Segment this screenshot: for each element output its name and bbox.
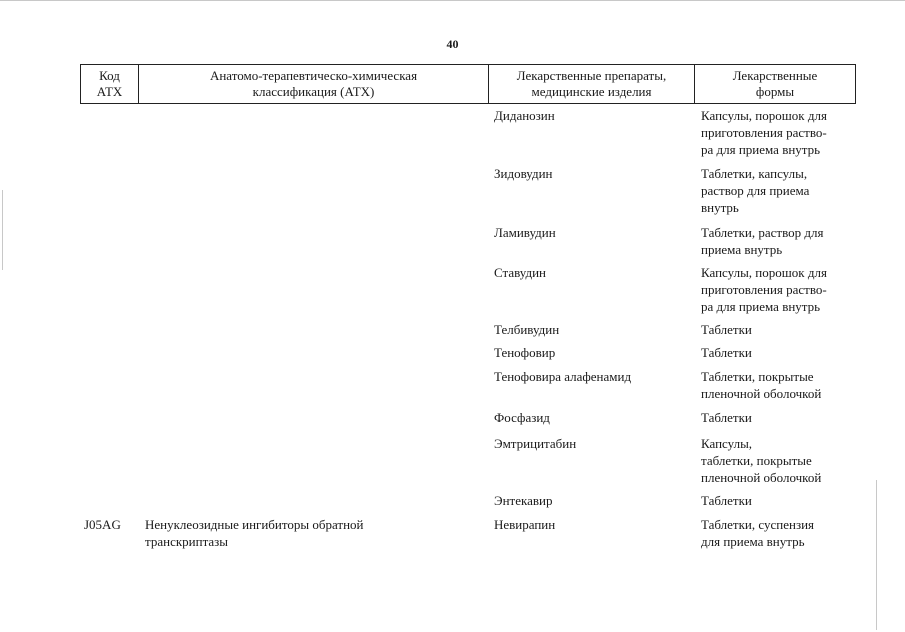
row-dosage-form: Таблетки, раствор для приема внутрь [701,225,824,257]
row-dosage-form: Капсулы, порошок для приготовления раство- ра для приема внутрь [701,108,827,157]
scan-edge-right [876,480,877,630]
row-drug-name: Тенофовира алафенамид [494,369,632,384]
row-atc-classification: Ненуклеозидные ингибиторы обратной транскриптазы [145,517,364,549]
row-dosage-form: Таблетки [701,345,752,360]
row-dosage-form: Таблетки, капсулы, раствор для приема внутрь [701,166,810,215]
row-drug-name: Тенофовир [494,345,556,360]
row-drug-name: Диданозин [494,108,555,123]
row-drug-name: Фосфазид [494,410,550,425]
row-drug-name: Невирапин [494,517,556,532]
row-drug-name: Ставудин [494,265,547,280]
row-drug-name: Зидовудин [494,166,553,181]
row-dosage-form: Таблетки [701,493,752,508]
row-dosage-form: Таблетки, суспензия для приема внутрь [701,517,815,549]
row-drug-name: Ламивудин [494,225,556,240]
header-code: Код АТХ [81,65,139,103]
scan-edge-top [0,0,905,1]
table-header [80,64,856,104]
row-code: J05AG [84,517,121,532]
row-drug-name: Телбивудин [494,322,560,337]
page-number: 40 [446,37,459,51]
row-dosage-form: Таблетки [701,410,752,425]
row-dosage-form: Таблетки, покрытые пленочной оболочкой [701,369,822,401]
scan-edge-left [2,190,3,270]
row-drug-name: Энтекавир [494,493,553,508]
header-forms: Лекарственные формы [732,68,818,99]
row-drug-name: Эмтрицитабин [494,436,577,451]
row-dosage-form: Таблетки [701,322,752,337]
row-dosage-form: Капсулы, таблетки, покрытые пленочной оболочкой [701,436,822,485]
row-dosage-form: Капсулы, порошок для приготовления раство- ра для приема внутрь [701,265,827,314]
header-drugs: Лекарственные препараты, медицинские изделия [489,65,695,103]
header-atc-classification: Анатомо-терапевтическо-химическая классификация (АТХ) [139,65,489,103]
